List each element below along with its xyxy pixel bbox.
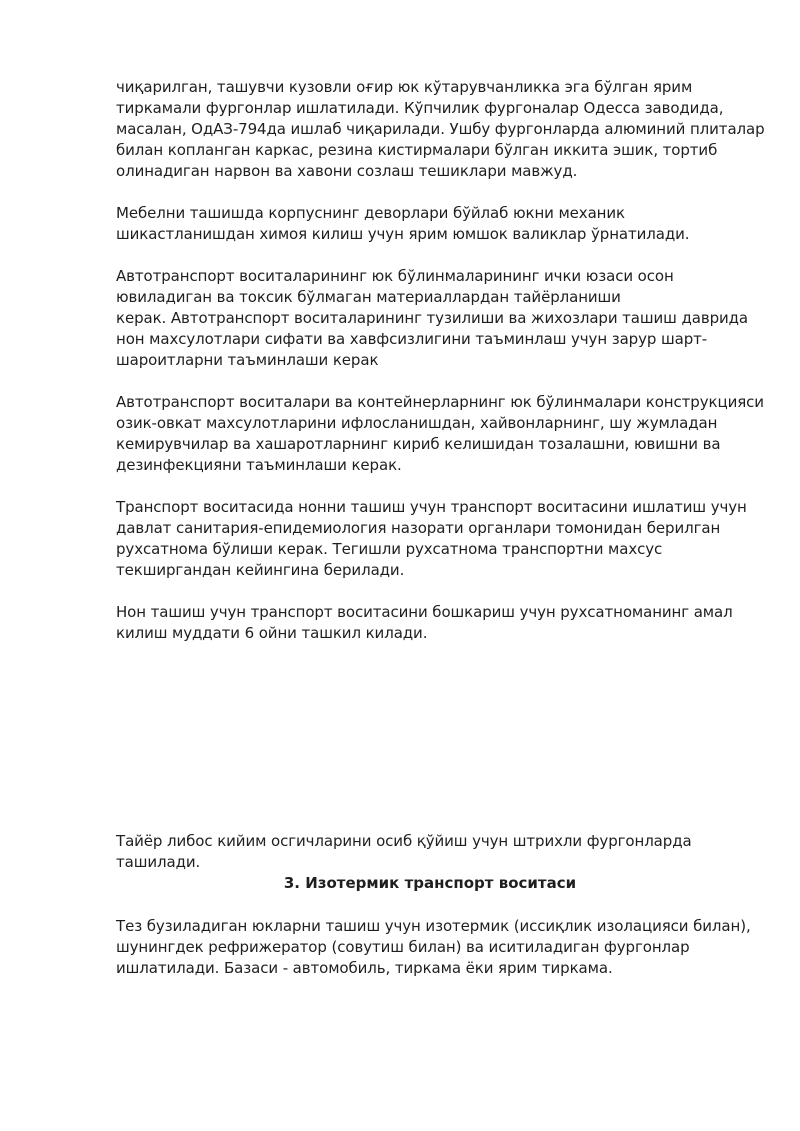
- paragraph-isothermal: [116, 916, 751, 979]
- text-line: давлат санитария-епидемиология назорати органлари томонидан берилган: [116, 519, 721, 537]
- text-line: ишлатилади. Базаси - автомобиль, тиркама ёки ярим тиркама.: [116, 959, 613, 977]
- text-line: текширгандан кейингина берилади.: [116, 561, 405, 579]
- text-line: кемирувчилар ва хашаротларнинг кириб келишидан тозалашни, ювишни ва: [116, 435, 721, 453]
- text-line: тиркамали фургонлар ишлатилади. Кўпчилик фургоналар Одесса заводида,: [116, 99, 724, 117]
- text-line: ташилади.: [116, 853, 201, 871]
- text-line: билан копланган каркас, резина кистирмалари бўлган иккита эшик, тортиб: [116, 141, 718, 159]
- text-line: Нон ташиш учун транспорт воситасини бошкариш учун рухсатноманинг амал: [116, 603, 733, 621]
- paragraph-furniture: [116, 203, 744, 245]
- text-line: чиқарилган, ташувчи кузовли оғир юк кўтарувчанликка эга бўлган ярим: [116, 78, 693, 96]
- text-line: Мебелни ташишда корпуснинг деворлари бўйлаб юкни механик: [116, 204, 625, 222]
- text-line: шароитларни таъминлаши керак: [116, 351, 379, 369]
- text-line: озик-овкат махсулотларини ифлосланишдан, хайвонларнинг, шу жумладан: [116, 414, 718, 432]
- text-line: Тез бузиладиган юкларни ташиш учун изотермик (иссиқлик изолацияси билан),: [116, 917, 751, 935]
- text-line: шунингдек рефрижератор (совутиш билан) ва иситиладиган фургонлар: [116, 938, 690, 956]
- paragraph-permit: [116, 497, 747, 581]
- text-line: Автотранспорт воситалари ва контейнерларнинг юк бўлинмалари конструкцияси: [116, 393, 764, 411]
- text-line: дезинфекцияни таъминлаши керак.: [116, 456, 402, 474]
- paragraph-cargo-surface: [116, 266, 748, 371]
- text-line: килиш муддати 6 ойни ташкил килади.: [116, 624, 428, 642]
- text-line: ювиладиган ва токсик бўлмаган материаллардан тайёрланиши: [116, 288, 621, 306]
- text-line: Тайёр либос кийим осгичларини осиб қўйиш учун штрихли фургонларда: [116, 832, 692, 850]
- text-line: керак. Автотранспорт воситаларининг тузилиши ва жихозлари ташиш даврида: [116, 309, 748, 327]
- text-line: Автотранспорт воситаларининг юк бўлинмаларининг ички юзаси осон: [116, 267, 674, 285]
- paragraph-permit-validity: [116, 602, 744, 644]
- text-line: шикастланишдан химоя килиш учун ярим юмшок валиклар ўрнатилади.: [116, 225, 690, 243]
- paragraph-clothing-vans: [116, 831, 744, 873]
- text-line: олинадиган нарвон ва хавони созлаш тешиклари мавжуд.: [116, 162, 578, 180]
- text-line: масалан, ОдАЗ-794да ишлаб чиқарилади. Ушбу фургонларда алюминий плиталар: [116, 120, 765, 138]
- text-line: Транспорт воситасида нонни ташиш учун транспорт воситасини ишлатиш учун: [116, 498, 747, 516]
- section-heading: 3. Изотермик транспорт воситаси: [283, 874, 577, 892]
- paragraph-contamination: [116, 392, 764, 476]
- paragraph-van-description: [116, 77, 765, 182]
- text-line: рухсатнома бўлиши керак. Тегишли рухсатнома транспортни махсус: [116, 540, 663, 558]
- document-body: [116, 77, 765, 979]
- text-line: нон махсулотлари сифати ва хавфсизлигини таъминлаш учун зарур шарт-: [116, 330, 708, 348]
